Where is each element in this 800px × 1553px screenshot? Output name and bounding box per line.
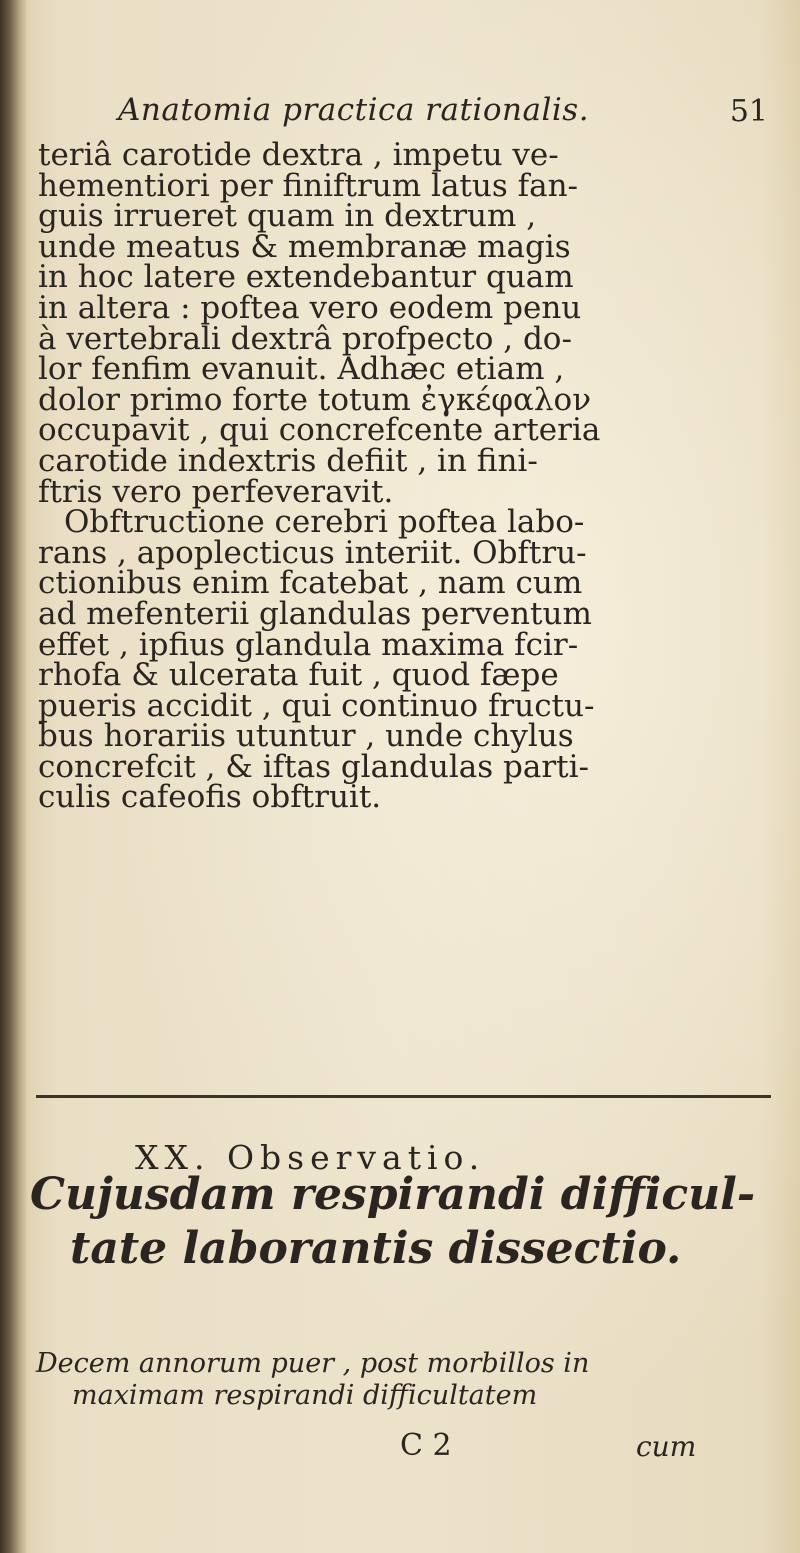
page-footer [0, 1428, 800, 1468]
text-line: Obftructione cerebri poftea labo- [64, 504, 585, 541]
observation-heading: XX. Observatio. [135, 1138, 486, 1177]
running-title: Anatomia practica rationalis. [118, 92, 590, 128]
text-line: culis cafeofis obftruit. [38, 779, 382, 816]
text-line: ftris vero perfeveravit. [38, 473, 394, 510]
observation-text [36, 1348, 776, 1412]
text-line: lor fenfim evanuit. Adhæc etiam , [38, 351, 565, 388]
text-line: in hoc latere extendebantur quam [38, 259, 574, 296]
text-line: rhofa & ulcerata fuit , quod fæpe [38, 657, 559, 694]
text-line: guis irrueret quam in dextrum , [38, 198, 537, 235]
text-line: Decem annorum puer , post morbillos in [36, 1348, 590, 1379]
text-line: hementiori per finiftrum latus fan- [38, 167, 579, 204]
text-line: effet , ipfius glandula maxima fcir- [38, 626, 579, 663]
text-line: dolor primo forte totum ἐγκέφαλον [38, 381, 592, 418]
text-line: carotide indextris defiit , in fini- [38, 442, 538, 479]
text-line: occupavit , qui concrefcente arteria [38, 412, 601, 449]
signature-mark: C 2 [400, 1428, 452, 1463]
page-number: 51 [729, 94, 768, 129]
text-line: unde meatus & membranæ magis [38, 228, 571, 265]
text-line: pueris accidit , qui continuo fructu- [38, 687, 595, 724]
catchword: cum [636, 1430, 697, 1463]
text-line: rans , apoplecticus interiit. Obftru- [38, 534, 587, 571]
text-line: ad mefenterii glandulas perventum [38, 595, 592, 632]
text-line: maximam respirandi difficultatem [72, 1380, 538, 1411]
text-line: bus horariis utuntur , unde chylus [38, 718, 574, 755]
text-line: à vertebrali dextrâ profpecto , do- [38, 320, 572, 357]
text-line: concrefcit , & iftas glandulas parti- [38, 748, 589, 785]
page-header [118, 92, 768, 142]
section-divider [36, 1095, 771, 1098]
page-binding-edge [0, 0, 28, 1553]
text-line: teriâ carotide dextra , impetu ve- [38, 137, 559, 173]
body-text [38, 137, 738, 816]
observation-subtitle [30, 1168, 770, 1276]
subtitle-line: tate laborantis dissectio. [70, 1223, 682, 1274]
text-line: ctionibus enim fcatebat , nam cum [38, 565, 583, 602]
text-line: in altera : poftea vero eodem penu [38, 289, 582, 326]
subtitle-line: Cujusdam respirandi difficul- [30, 1169, 756, 1220]
